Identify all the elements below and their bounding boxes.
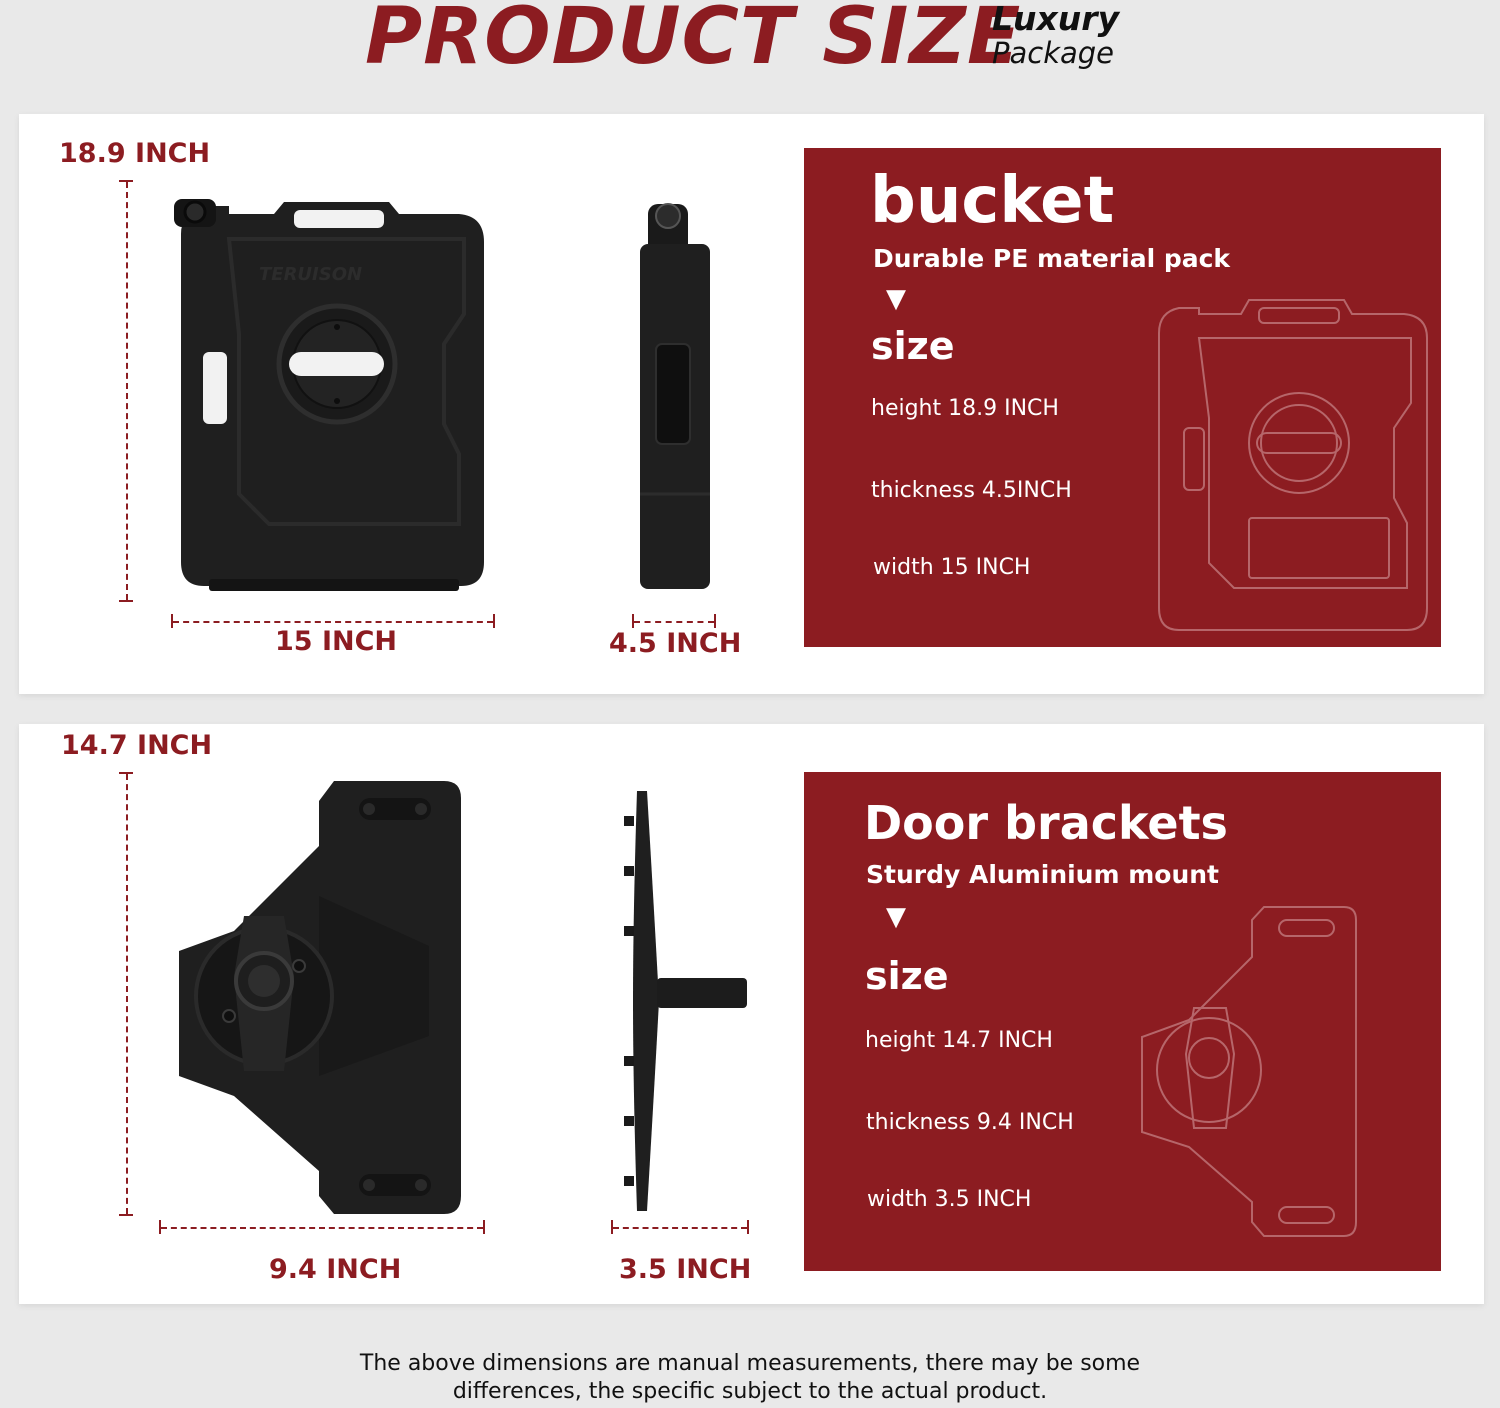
brackets-width-spec: width 3.5 INCH <box>867 1187 1032 1212</box>
header <box>0 0 1500 100</box>
subtitle-line-2: Package <box>992 36 1115 70</box>
brackets-thickness-label: 3.5 INCH <box>619 1254 752 1285</box>
bucket-width-line <box>173 621 493 623</box>
dimension-cap <box>714 614 716 628</box>
bucket-side-image <box>634 194 714 594</box>
bracket-front-image <box>169 776 469 1216</box>
dimension-cap <box>119 600 133 602</box>
disclaimer-line-1: The above dimensions are manual measurements, there may be some <box>359 1351 1141 1376</box>
bucket-height-line <box>126 182 128 600</box>
bucket-info-subtitle: Durable PE material pack <box>873 244 1231 273</box>
bucket-thickness-line <box>634 621 714 623</box>
brackets-panel <box>19 724 1484 1304</box>
bucket-thickness-label: 4.5 INCH <box>609 628 742 659</box>
disclaimer <box>0 1350 1500 1406</box>
bracket-outline-image <box>1134 902 1364 1242</box>
down-arrow-icon: ▼ <box>886 284 906 314</box>
dimension-cap <box>493 614 495 628</box>
bucket-front-image <box>169 194 499 594</box>
subtitle-line-1: Luxury <box>992 0 1120 38</box>
dimension-cap <box>483 1220 485 1234</box>
brackets-info-title: Door brackets <box>864 796 1228 850</box>
bucket-info-box <box>804 148 1441 647</box>
bucket-height-label: 18.9 INCH <box>59 138 211 169</box>
bucket-width-label: 15 INCH <box>275 626 398 657</box>
down-arrow-icon: ▼ <box>886 902 906 932</box>
brackets-height-label: 14.7 INCH <box>61 730 213 761</box>
disclaimer-line-2: differences, the specific subject to the actual product. <box>452 1379 1048 1404</box>
bracket-side-image <box>619 786 759 1216</box>
brackets-thickness-line <box>613 1227 747 1229</box>
bucket-width-spec: width 15 INCH <box>873 555 1031 580</box>
bucket-thickness-spec: thickness 4.5INCH <box>871 478 1072 503</box>
brackets-size-heading: size <box>865 954 949 998</box>
bucket-outline-image <box>1149 288 1439 638</box>
dimension-cap <box>119 1214 133 1216</box>
bucket-height-spec: height 18.9 INCH <box>871 396 1059 421</box>
brackets-thickness-spec: thickness 9.4 INCH <box>866 1110 1074 1135</box>
brackets-height-spec: height 14.7 INCH <box>865 1028 1053 1053</box>
bucket-size-heading: size <box>871 324 955 368</box>
brackets-info-subtitle: Sturdy Aluminium mount <box>866 860 1220 889</box>
brackets-height-line <box>126 774 128 1214</box>
page-subtitle <box>992 2 1119 70</box>
brand-watermark: TERUISON <box>259 264 363 285</box>
brackets-width-line <box>161 1227 483 1229</box>
brackets-width-label: 9.4 INCH <box>269 1254 402 1285</box>
dimension-cap <box>747 1220 749 1234</box>
brackets-info-box <box>804 772 1441 1271</box>
bucket-panel <box>19 114 1484 694</box>
bucket-info-title: bucket <box>870 164 1115 238</box>
page-title: PRODUCT SIZE <box>365 0 1022 82</box>
